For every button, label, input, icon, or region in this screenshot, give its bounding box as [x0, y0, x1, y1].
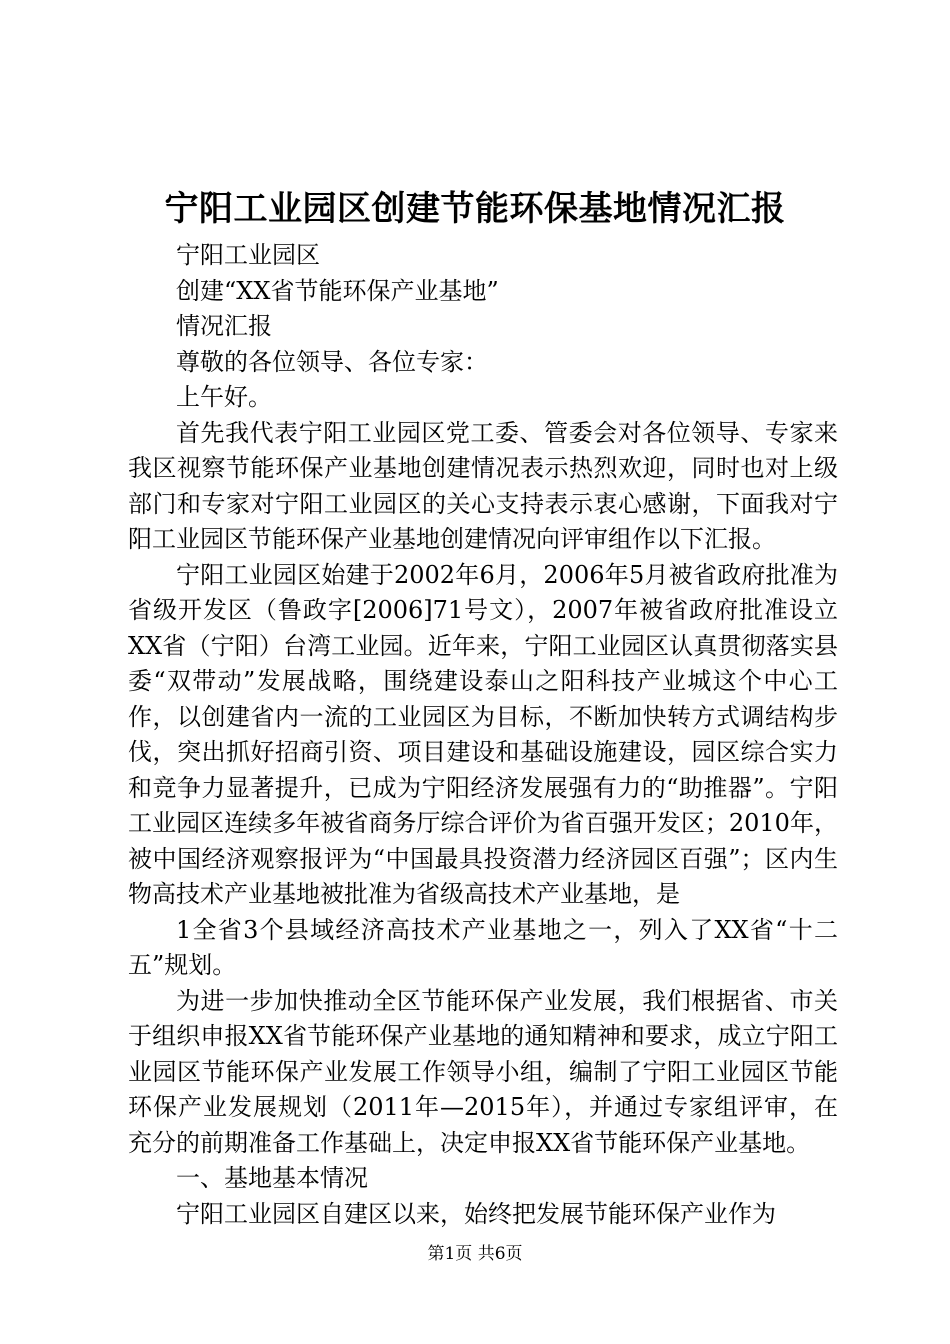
document-title: 宁阳工业园区创建节能环保基地情况汇报	[164, 189, 786, 229]
header-line-org: 宁阳工业园区	[176, 241, 320, 269]
paragraph-base: 1全省3个县域经济高技术产业基地之一，列入了XX省“十二五”规划。	[128, 915, 838, 979]
document-body	[128, 238, 838, 1232]
salutation: 尊敬的各位领导、各位专家：	[176, 347, 488, 376]
page-footer: 第1页 共6页	[427, 1244, 523, 1264]
paragraph-welcome: 首先我代表宁阳工业园区党工委、管委会对各位领导、专家来我区视察节能环保产业基地创建情况表示热烈欢迎，同时也对上级部门和专家对宁阳工业园区的关心支持表示衷心感谢，下面我对宁阳工业园区节能环保产业基地创建情况向评审组作以下汇报。	[128, 418, 838, 553]
header-line-subject: 创建“XX省节能环保产业基地”	[176, 276, 499, 305]
paragraph-section-start: 宁阳工业园区自建区以来，始终把发展节能环保产业作为	[176, 1199, 776, 1228]
paragraph-application: 为进一步加快推动全区节能环保产业发展，我们根据省、市关于组织申报XX省节能环保产业基地的通知精神和要求，成立宁阳工业园区节能环保产业发展工作领导小组，编制了宁阳工业园区节能环保产业发展规划（2011年—2015年），并通过专家组评审，在充分的前期准备工作基础上，决定申报XX省节能环保产业基地。	[128, 986, 838, 1157]
greeting: 上午好。	[176, 383, 272, 411]
section-heading: 一、基地基本情况	[176, 1164, 368, 1192]
paragraph-history: 宁阳工业园区始建于2002年6月，2006年5月被省政府批准为省级开发区（鲁政字[2006]71号文），2007年被省政府批准设立XX省（宁阳）台湾工业园。近年来，宁阳工业园区认真贯彻落实县委“双带动”发展战略，围绕建设泰山之阳科技产业城这个中心工作，以创建省内一流的工业园区为目标，不断加快转方式调结构步伐，突出抓好招商引资、项目建设和基础设施建设，园区综合实力和竞争力显著提升，已成为宁阳经济发展强有力的“助推器”。宁阳工业园区连续多年被省商务厅综合评价为省百强开发区；2010年，被中国经济观察报评为“中国最具投资潜力经济园区百强”；区内生物高技术产业基地被批准为省级高技术产业基地，是	[128, 560, 838, 908]
header-line-report: 情况汇报	[176, 312, 272, 340]
